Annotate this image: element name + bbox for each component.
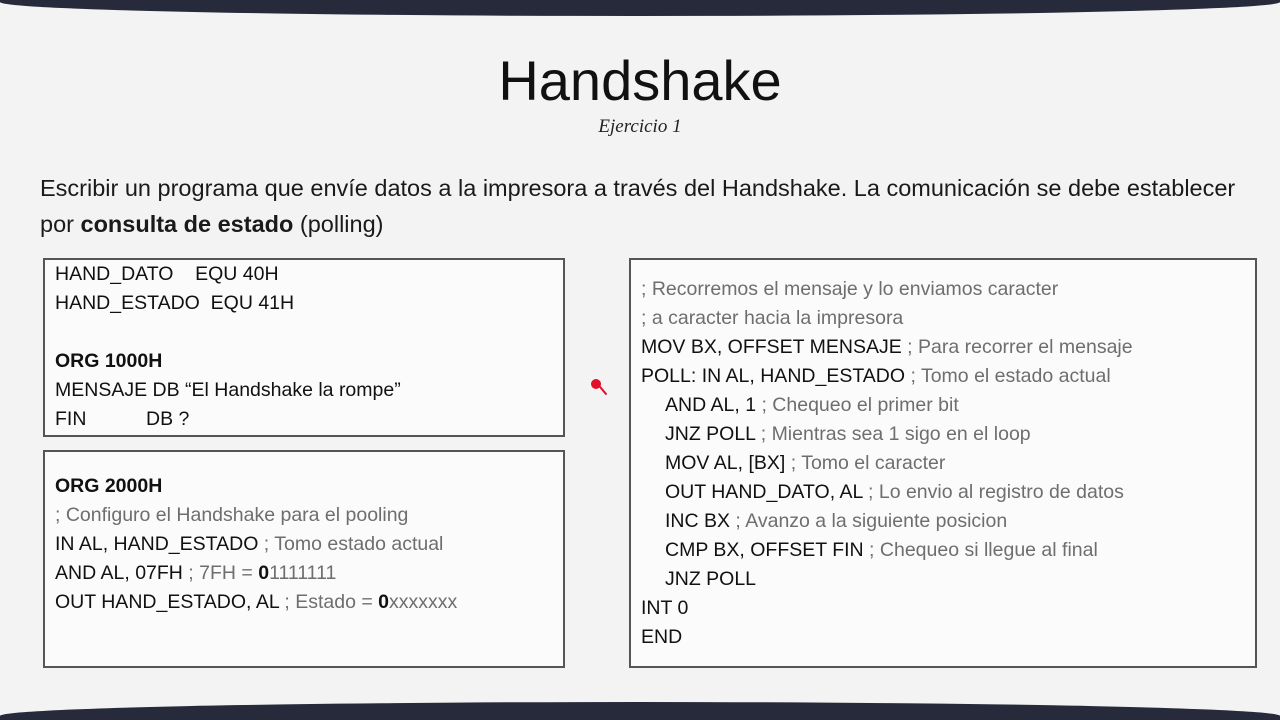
statement-text-end: (polling)	[293, 211, 384, 237]
code-instruction: JNZ POLL	[665, 423, 756, 445]
code-comment: ; Chequeo el primer bit	[756, 394, 959, 416]
code-line: END	[641, 626, 683, 648]
code-instruction: OUT HAND_ESTADO, AL	[55, 591, 279, 613]
code-line	[665, 420, 1031, 449]
code-bold-digit: 0	[378, 591, 389, 613]
code-instruction: AND AL, 1	[665, 394, 757, 416]
code-instruction: POLL: IN AL, HAND_ESTADO	[641, 365, 906, 387]
bottom-decor-band	[0, 702, 1280, 720]
code-line: HAND_ESTADO EQU 41H	[55, 292, 295, 314]
statement-text: Escribir un programa que envíe datos a la impresora a través del Handshake. La comunicación se debe establecer por	[40, 175, 1236, 237]
code-line: ORG 2000H	[55, 475, 163, 497]
code-line	[665, 478, 1124, 507]
code-comment: 1111111	[269, 562, 337, 584]
code-line	[55, 530, 443, 559]
code-line	[55, 588, 457, 617]
code-line	[641, 362, 1111, 391]
code-line	[665, 449, 945, 478]
top-decor-band	[0, 0, 1280, 16]
code-instruction: MOV AL, [BX]	[665, 452, 786, 474]
handshake-config-box	[43, 450, 565, 668]
laser-pointer-trail	[598, 385, 607, 395]
code-line: ORG 1000H	[55, 350, 163, 372]
code-comment: ; a caracter hacia la impresora	[641, 307, 904, 329]
code-comment: ; Configuro el Handshake para el pooling	[55, 504, 409, 526]
code-bold-digit: 0	[258, 562, 270, 584]
code-comment: ; Lo envio al registro de datos	[862, 481, 1124, 503]
code-line	[665, 536, 1098, 565]
code-line	[55, 559, 336, 588]
code-line: HAND_DATO EQU 40H	[55, 263, 279, 285]
code-comment: ; Para recorrer el mensaje	[901, 336, 1133, 358]
code-line	[665, 391, 959, 420]
code-instruction: OUT HAND_DATO, AL	[665, 481, 863, 503]
code-comment: ; Tomo el estado actual	[905, 365, 1111, 387]
code-comment: xxxxxxx	[389, 591, 458, 613]
code-line: JNZ POLL	[665, 568, 757, 590]
code-line: MENSAJE DB “El Handshake la rompe”	[55, 379, 401, 401]
code-comment: ; Avanzo a la siguiente posicion	[730, 510, 1008, 532]
code-instruction: MOV BX, OFFSET MENSAJE	[641, 336, 902, 358]
exercise-statement	[40, 170, 1240, 242]
code-comment: ; Chequeo si llegue al final	[863, 539, 1098, 561]
code-comment: ; Estado =	[278, 591, 379, 613]
data-definitions-box	[43, 258, 565, 437]
code-comment: ; Recorremos el mensaje y lo enviamos caracter	[641, 278, 1059, 300]
code-instruction: INC BX	[665, 510, 731, 532]
code-line	[641, 333, 1133, 362]
code-comment: ; Mientras sea 1 sigo en el loop	[755, 423, 1031, 445]
code-instruction: AND AL, 07FH	[55, 562, 183, 584]
slide-title: Handshake	[498, 49, 782, 112]
code-comment: ; 7FH =	[182, 562, 259, 584]
code-line: INT 0	[641, 597, 689, 619]
code-comment: ; Tomo estado actual	[258, 533, 444, 555]
statement-bold-text: consulta de estado	[80, 211, 294, 237]
code-instruction: CMP BX, OFFSET FIN	[665, 539, 864, 561]
polling-loop-box	[629, 258, 1257, 668]
code-line: FIN DB ?	[55, 408, 190, 430]
code-instruction: IN AL, HAND_ESTADO	[55, 533, 259, 555]
slide-subtitle: Ejercicio 1	[598, 116, 682, 137]
code-line	[665, 507, 1007, 536]
code-comment: ; Tomo el caracter	[785, 452, 946, 474]
